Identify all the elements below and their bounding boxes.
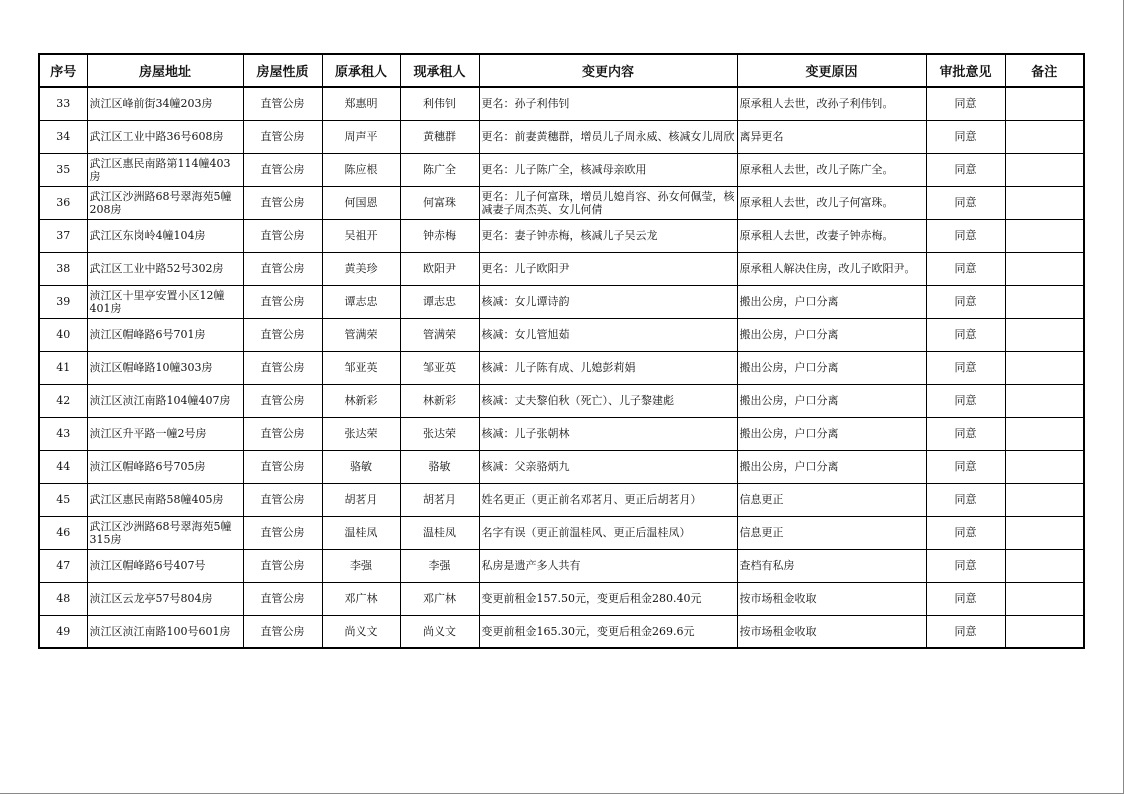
cell-note [1005, 285, 1084, 318]
cell-current-tenant: 温桂凤 [400, 516, 479, 549]
cell-note [1005, 549, 1084, 582]
cell-change-content: 核减：女儿谭诗韵 [479, 285, 737, 318]
cell-original-tenant: 郑惠明 [322, 87, 400, 120]
cell-property-type: 直管公房 [243, 252, 322, 285]
cell-current-tenant: 骆敏 [400, 450, 479, 483]
cell-no: 41 [39, 351, 87, 384]
cell-property-type: 直管公房 [243, 120, 322, 153]
table-row [39, 252, 1084, 285]
cell-address: 浈江区帽峰路6号407号 [87, 549, 243, 582]
cell-current-tenant: 邹亚英 [400, 351, 479, 384]
cell-original-tenant: 管满荣 [322, 318, 400, 351]
cell-no: 40 [39, 318, 87, 351]
cell-no: 43 [39, 417, 87, 450]
cell-change-reason: 信息更正 [737, 516, 926, 549]
cell-change-reason: 原承租人去世，改孙子利伟钊。 [737, 87, 926, 120]
table-row [39, 87, 1084, 120]
cell-no: 36 [39, 186, 87, 219]
cell-change-reason: 原承租人解决住房，改儿子欧阳尹。 [737, 252, 926, 285]
cell-address: 武江区惠民南路58幢405房 [87, 483, 243, 516]
cell-original-tenant: 尚义文 [322, 615, 400, 648]
cell-property-type: 直管公房 [243, 351, 322, 384]
cell-change-content: 更名：孙子利伟钊 [479, 87, 737, 120]
cell-change-reason: 按市场租金收取 [737, 615, 926, 648]
table-row [39, 351, 1084, 384]
cell-note [1005, 615, 1084, 648]
table-row [39, 219, 1084, 252]
cell-address: 浈江区云龙亭57号804房 [87, 582, 243, 615]
cell-change-reason: 按市场租金收取 [737, 582, 926, 615]
table-row [39, 285, 1084, 318]
cell-current-tenant: 尚义文 [400, 615, 479, 648]
header-no: 序号 [39, 54, 87, 87]
table-row [39, 450, 1084, 483]
cell-change-reason: 搬出公房，户口分离 [737, 285, 926, 318]
header-row [39, 54, 1084, 87]
cell-property-type: 直管公房 [243, 219, 322, 252]
housing-change-table [38, 53, 1085, 649]
cell-property-type: 直管公房 [243, 582, 322, 615]
cell-no: 48 [39, 582, 87, 615]
cell-no: 46 [39, 516, 87, 549]
cell-property-type: 直管公房 [243, 87, 322, 120]
cell-current-tenant: 谭志忠 [400, 285, 479, 318]
cell-no: 49 [39, 615, 87, 648]
cell-current-tenant: 黄穗群 [400, 120, 479, 153]
cell-current-tenant: 钟赤梅 [400, 219, 479, 252]
table-row [39, 318, 1084, 351]
header-approval: 审批意见 [926, 54, 1005, 87]
cell-address: 浈江区帽峰路6号701房 [87, 318, 243, 351]
cell-change-content: 核减：丈夫黎伯秋（死亡）、儿子黎建彪 [479, 384, 737, 417]
cell-original-tenant: 吴祖开 [322, 219, 400, 252]
cell-no: 33 [39, 87, 87, 120]
cell-original-tenant: 谭志忠 [322, 285, 400, 318]
table-row [39, 417, 1084, 450]
cell-address: 浈江区浈江南路104幢407房 [87, 384, 243, 417]
cell-approval: 同意 [926, 186, 1005, 219]
cell-current-tenant: 邓广林 [400, 582, 479, 615]
cell-original-tenant: 邹亚英 [322, 351, 400, 384]
cell-address: 浈江区帽峰路10幢303房 [87, 351, 243, 384]
cell-address: 武江区工业中路52号302房 [87, 252, 243, 285]
cell-address: 武江区工业中路36号608房 [87, 120, 243, 153]
cell-no: 44 [39, 450, 87, 483]
table-row [39, 582, 1084, 615]
cell-change-content: 核减：女儿管旭茹 [479, 318, 737, 351]
header-change-content: 变更内容 [479, 54, 737, 87]
cell-change-reason: 搬出公房，户口分离 [737, 384, 926, 417]
cell-approval: 同意 [926, 351, 1005, 384]
cell-address: 武江区惠民南路第114幢403房 [87, 153, 243, 186]
cell-note [1005, 87, 1084, 120]
cell-approval: 同意 [926, 285, 1005, 318]
table-row [39, 549, 1084, 582]
cell-note [1005, 219, 1084, 252]
cell-note [1005, 318, 1084, 351]
cell-current-tenant: 何富珠 [400, 186, 479, 219]
cell-approval: 同意 [926, 87, 1005, 120]
header-original-tenant: 原承租人 [322, 54, 400, 87]
cell-approval: 同意 [926, 450, 1005, 483]
cell-property-type: 直管公房 [243, 153, 322, 186]
cell-address: 武江区沙洲路68号翠海苑5幢315房 [87, 516, 243, 549]
cell-change-reason: 搬出公房，户口分离 [737, 450, 926, 483]
cell-property-type: 直管公房 [243, 615, 322, 648]
cell-change-content: 更名：前妻黄穗群，增员儿子周永威、核减女儿周欣 [479, 120, 737, 153]
table-row [39, 516, 1084, 549]
cell-approval: 同意 [926, 384, 1005, 417]
cell-change-content: 名字有误（更正前温桂风、更正后温桂凤） [479, 516, 737, 549]
cell-current-tenant: 李强 [400, 549, 479, 582]
cell-property-type: 直管公房 [243, 318, 322, 351]
cell-note [1005, 582, 1084, 615]
table-row [39, 615, 1084, 648]
cell-note [1005, 450, 1084, 483]
header-current-tenant: 现承租人 [400, 54, 479, 87]
cell-property-type: 直管公房 [243, 285, 322, 318]
cell-property-type: 直管公房 [243, 186, 322, 219]
cell-property-type: 直管公房 [243, 417, 322, 450]
cell-original-tenant: 张达荣 [322, 417, 400, 450]
table-row [39, 186, 1084, 219]
cell-no: 37 [39, 219, 87, 252]
cell-change-reason: 离异更名 [737, 120, 926, 153]
cell-no: 35 [39, 153, 87, 186]
cell-property-type: 直管公房 [243, 549, 322, 582]
table-row [39, 120, 1084, 153]
cell-approval: 同意 [926, 483, 1005, 516]
cell-change-reason: 搬出公房，户口分离 [737, 417, 926, 450]
cell-change-reason: 原承租人去世，改妻子钟赤梅。 [737, 219, 926, 252]
cell-address: 浈江区浈江南路100号601房 [87, 615, 243, 648]
cell-property-type: 直管公房 [243, 483, 322, 516]
cell-change-content: 核减：儿子陈有成、儿媳彭莉娟 [479, 351, 737, 384]
cell-current-tenant: 欧阳尹 [400, 252, 479, 285]
cell-approval: 同意 [926, 516, 1005, 549]
cell-original-tenant: 温桂凤 [322, 516, 400, 549]
cell-address: 浈江区升平路一幢2号房 [87, 417, 243, 450]
cell-no: 39 [39, 285, 87, 318]
cell-change-content: 私房是遗产多人共有 [479, 549, 737, 582]
cell-note [1005, 483, 1084, 516]
cell-change-reason: 信息更正 [737, 483, 926, 516]
cell-change-content: 更名：儿子陈广全，核减母亲欧用 [479, 153, 737, 186]
cell-note [1005, 252, 1084, 285]
cell-original-tenant: 何国恩 [322, 186, 400, 219]
table-row [39, 384, 1084, 417]
cell-address: 浈江区十里亭安置小区12幢401房 [87, 285, 243, 318]
header-property-type: 房屋性质 [243, 54, 322, 87]
cell-note [1005, 120, 1084, 153]
cell-change-content: 变更前租金165.30元，变更后租金269.6元 [479, 615, 737, 648]
cell-approval: 同意 [926, 615, 1005, 648]
cell-current-tenant: 张达荣 [400, 417, 479, 450]
cell-property-type: 直管公房 [243, 384, 322, 417]
cell-original-tenant: 骆敏 [322, 450, 400, 483]
cell-change-reason: 原承租人去世，改儿子何富珠。 [737, 186, 926, 219]
cell-change-content: 姓名更正（更正前名邓茗月、更正后胡茗月） [479, 483, 737, 516]
cell-approval: 同意 [926, 582, 1005, 615]
cell-note [1005, 516, 1084, 549]
header-address: 房屋地址 [87, 54, 243, 87]
cell-change-reason: 原承租人去世，改儿子陈广全。 [737, 153, 926, 186]
cell-address: 武江区东岗岭4幢104房 [87, 219, 243, 252]
cell-original-tenant: 林新彩 [322, 384, 400, 417]
cell-original-tenant: 邓广林 [322, 582, 400, 615]
cell-address: 浈江区帽峰路6号705房 [87, 450, 243, 483]
header-change-reason: 变更原因 [737, 54, 926, 87]
cell-note [1005, 384, 1084, 417]
cell-change-content: 核减：儿子张朝林 [479, 417, 737, 450]
cell-change-reason: 搬出公房，户口分离 [737, 318, 926, 351]
cell-change-content: 更名：儿子何富珠，增员儿媳肖容、孙女何佩莹，核减妻子周杰英、女儿何倩 [479, 186, 737, 219]
cell-change-reason: 搬出公房，户口分离 [737, 351, 926, 384]
cell-note [1005, 186, 1084, 219]
cell-current-tenant: 管满荣 [400, 318, 479, 351]
cell-change-content: 变更前租金157.50元，变更后租金280.40元 [479, 582, 737, 615]
cell-change-reason: 查档有私房 [737, 549, 926, 582]
cell-change-content: 更名：妻子钟赤梅，核减儿子吴云龙 [479, 219, 737, 252]
cell-current-tenant: 林新彩 [400, 384, 479, 417]
cell-original-tenant: 黄美珍 [322, 252, 400, 285]
cell-original-tenant: 周声平 [322, 120, 400, 153]
cell-approval: 同意 [926, 417, 1005, 450]
cell-change-content: 更名：儿子欧阳尹 [479, 252, 737, 285]
cell-no: 38 [39, 252, 87, 285]
cell-property-type: 直管公房 [243, 516, 322, 549]
cell-approval: 同意 [926, 120, 1005, 153]
cell-note [1005, 417, 1084, 450]
cell-no: 45 [39, 483, 87, 516]
cell-property-type: 直管公房 [243, 450, 322, 483]
cell-note [1005, 153, 1084, 186]
cell-original-tenant: 陈应根 [322, 153, 400, 186]
cell-no: 42 [39, 384, 87, 417]
cell-approval: 同意 [926, 318, 1005, 351]
cell-current-tenant: 陈广全 [400, 153, 479, 186]
cell-approval: 同意 [926, 153, 1005, 186]
cell-address: 武江区沙洲路68号翠海苑5幢208房 [87, 186, 243, 219]
cell-approval: 同意 [926, 252, 1005, 285]
cell-original-tenant: 李强 [322, 549, 400, 582]
cell-current-tenant: 利伟钊 [400, 87, 479, 120]
cell-no: 47 [39, 549, 87, 582]
table-row [39, 483, 1084, 516]
cell-note [1005, 351, 1084, 384]
cell-approval: 同意 [926, 219, 1005, 252]
cell-address: 浈江区峰前街34幢203房 [87, 87, 243, 120]
header-note: 备注 [1005, 54, 1084, 87]
table-row [39, 153, 1084, 186]
cell-approval: 同意 [926, 549, 1005, 582]
cell-no: 34 [39, 120, 87, 153]
cell-original-tenant: 胡茗月 [322, 483, 400, 516]
cell-current-tenant: 胡茗月 [400, 483, 479, 516]
cell-change-content: 核减：父亲骆炳九 [479, 450, 737, 483]
table-body [39, 87, 1084, 648]
